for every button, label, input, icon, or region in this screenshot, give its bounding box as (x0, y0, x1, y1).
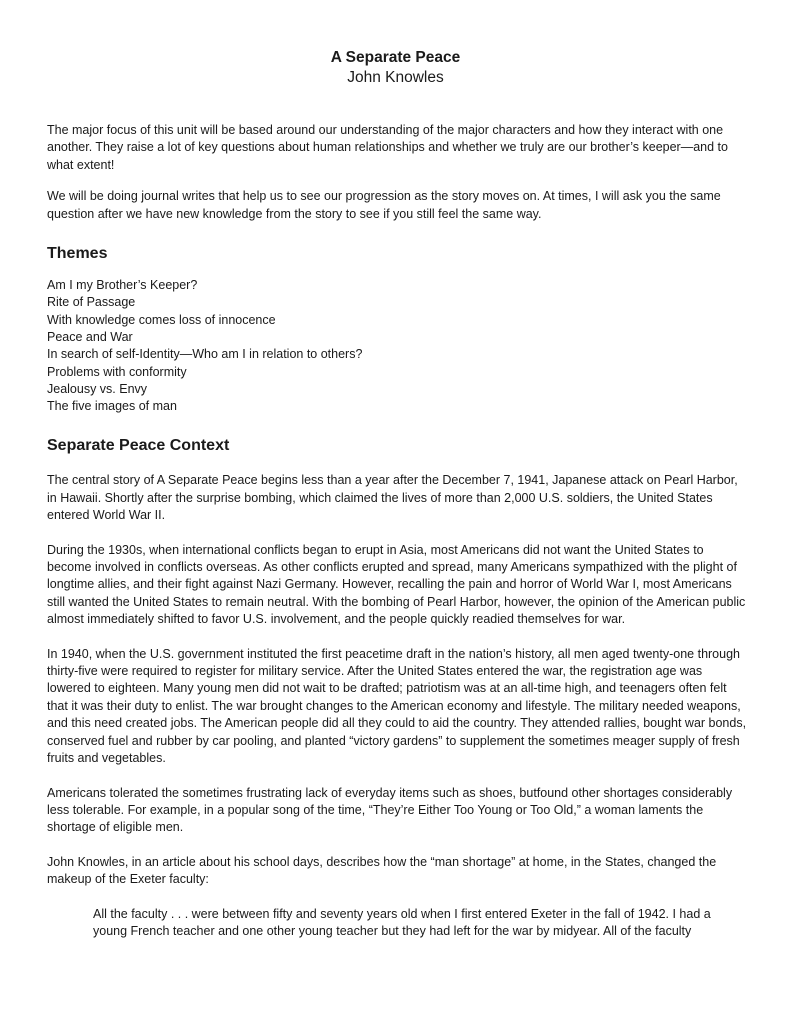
document-author: John Knowles (347, 69, 444, 86)
theme-item: The five images of man (47, 399, 177, 414)
themes-heading: Themes (47, 245, 108, 263)
theme-item: In search of self-Identity—Who am I in relation to others? (47, 347, 363, 362)
theme-item: Jealousy vs. Envy (47, 381, 148, 396)
theme-item: Problems with conformity (47, 364, 187, 379)
intro-paragraph: The major focus of this unit will be based around our understanding of the major characters and how they interact with one another. They raise a lot of key questions about human relationships and whether we truly are our brother’s keeper—and to what extent! (47, 123, 728, 172)
themes-list (47, 277, 747, 415)
block-quote: All the faculty . . . were between fifty and seventy years old when I first entered Exeter in the fall of 1942. I had a young French teacher and one other young teacher but they had left for the war by midyear. All of the faculty (93, 906, 711, 938)
theme-item: Rite of Passage (47, 295, 136, 310)
theme-item: Am I my Brother’s Keeper? (47, 278, 198, 293)
theme-item: With knowledge comes loss of innocence (47, 312, 276, 327)
context-heading: Separate Peace Context (47, 437, 230, 455)
document-body (47, 122, 747, 940)
context-paragraph: During the 1930s, when international conflicts began to erupt in Asia, most Americans did not want the United States to become involved in conflicts overseas. As other conflicts erupted and spread, many Americans sympathized with the plight of longtime allies, and their fight against Nazi Germany. However, recalling the pain and horror of World War I, most Americans still wanted the United States to remain neutral. With the bombing of Pearl Harbor, however, the opinion of the American public almost immediately shifted to favor U.S. involvement, and the people quickly readied themselves for war. (47, 542, 746, 627)
context-paragraph: The central story of A Separate Peace begins less than a year after the December 7, 1941, Japanese attack on Pearl Harbor, in Hawaii. Shortly after the surprise bombing, which claimed the lives of more than 2,000 U.S. soldiers, the United States entered World War II. (47, 473, 738, 523)
document-title: A Separate Peace (330, 49, 461, 66)
context-paragraph: John Knowles, in an article about his school days, describes how the “man shortage” at home, in the States, changed the makeup of the Exeter faculty: (47, 854, 717, 887)
journal-paragraph: We will be doing journal writes that help us to see our progression as the story moves on. At times, I will ask you the same question after we have new knowledge from the story to see if you still feel the same way. (47, 189, 721, 221)
context-paragraph: In 1940, when the U.S. government instituted the first peacetime draft in the nation’s history, all men aged twenty-one through thirty-five were required to register for military service. After the United States entered the war, the registration age was lowered to eighteen. Many young men did not wait to be drafted; patriotism was at an all-time high, and teenagers often felt that it was their duty to enlist. The war brought changes to the American economy and lifestyle. The military needed weapons, and this need created jobs. The American people did all they could to aid the country. They attended rallies, bought war bonds, conserved fuel and rubber by car pooling, and planted “victory gardens” to supplement the sometimes meager supply of fresh fruits and vegetables. (47, 646, 747, 766)
theme-item: Peace and War (47, 329, 133, 344)
context-paragraph: Americans tolerated the sometimes frustrating lack of everyday items such as shoes, butfound other shortages considerably less tolerable. For example, in a popular song of the time, “They’re Either Too Young or Too Old,” a woman laments the shortage of eligible men. (47, 785, 733, 835)
document-header (0, 48, 791, 88)
